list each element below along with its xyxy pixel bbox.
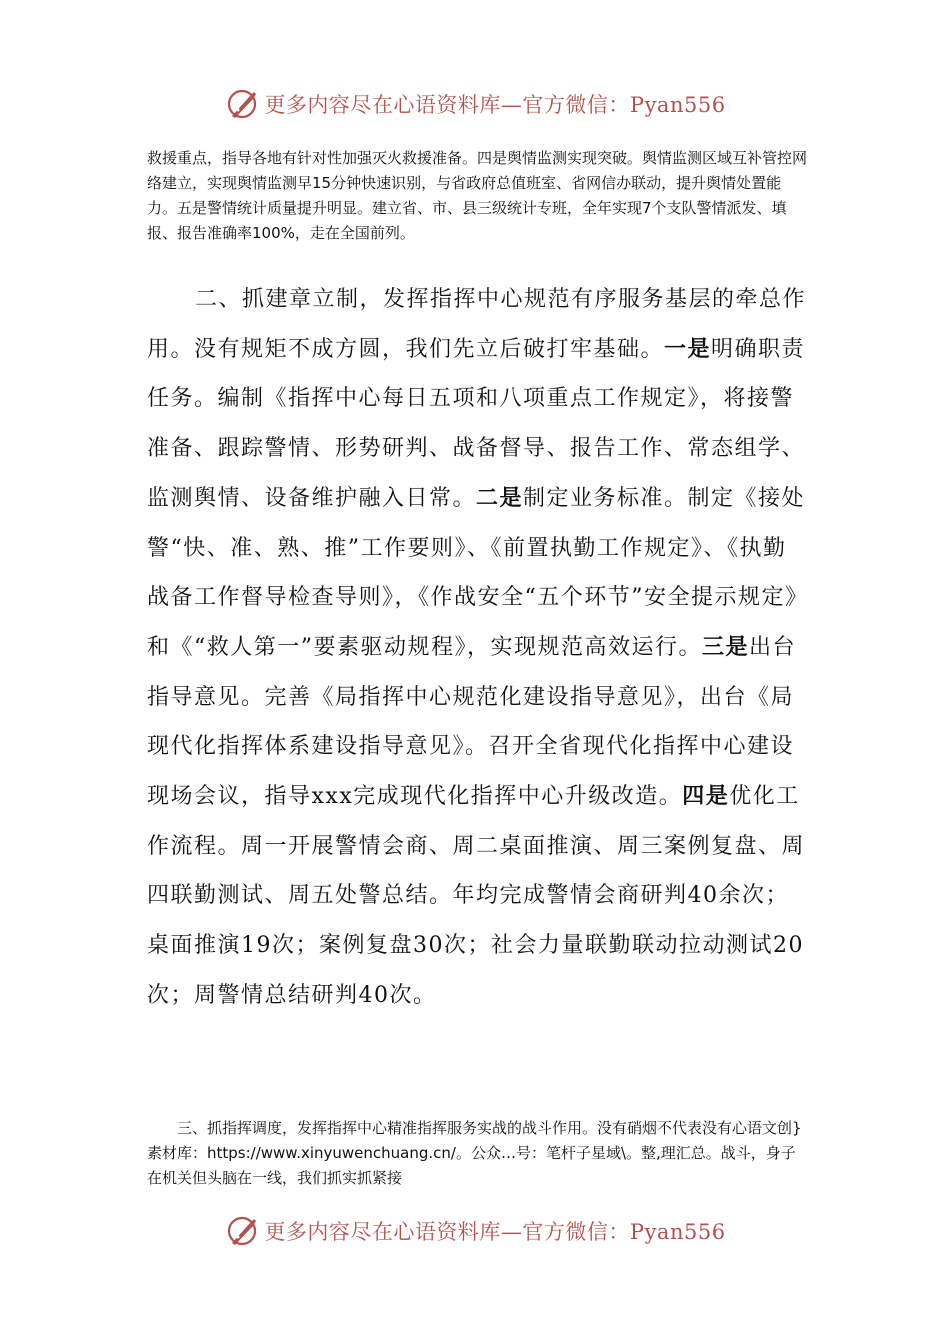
top-fragment-text: 救援重点，指导各地有针对性加强灭火救援准备。四是舆情监测实现突破。舆情监测区域互补管控网络建立，实现舆情监测早15分钟快速识别，与省政府总值班室、省网信办联动，提升舆情处置能力。五是警情统计质量提升明显。建立省、市、县三级统计专班，全年实现7个支队警情派发、填报、报告准确率100%，走在全国前列。 [147, 149, 808, 242]
bottom-fragment [147, 1116, 807, 1191]
item-four-text: 优化工作流程。周一开展警情会商、周二桌面推演、周三案例复盘、周四联勤测试、周五处警总结。年均完成警情会商研判40余次；桌面推演19次；案例复盘30次；社会力量联勤联动拉动测试20次；周警情总结研判40次。 [147, 784, 806, 1008]
header-banner [0, 84, 950, 124]
bottom-fragment-text: 三、抓指挥调度，发挥指挥中心精准指挥服务实战的战斗作用。没有硝烟不代表没有心语文创}素材库：https://www.xinyuwenchuang.cn/。公众…号：笔杆子星域\。整,理汇总。战斗，身子在机关但头脑在一线，我们抓实抓紧接 [147, 1119, 802, 1187]
top-fragment [147, 146, 807, 246]
banner-text: 更多内容尽在心语资料库—官方微信：Pyan556 [264, 93, 726, 117]
item-two-text: 制定业务标准。制定《接处警“快、准、熟、推”工作要则》、《前置执勤工作规定》、《执勤战备工作督导检查导则》，《作战安全“五个环节”安全提示规定》和《“救人第一”要素驱动规程》，实现规范高效运行。 [147, 485, 806, 660]
footer-banner [0, 1211, 950, 1251]
section-two [147, 275, 807, 1021]
section-two-intro: 二、抓建章立制，发挥指挥中心规范有序服务基层的牵总作用。没有规矩不成方圆，我们先立后破打牢基础。 [147, 287, 807, 362]
banner-text: 更多内容尽在心语资料库—官方微信：Pyan556 [264, 1220, 726, 1244]
item-four-lead: 四是 [682, 783, 730, 810]
item-one-text: 明确职责任务。编制《指挥中心每日五项和八项重点工作规定》，将接警准备、跟踪警情、形势研判、战备督导、报告工作、常态组学、监测舆情、设备维护融入日常。 [147, 336, 806, 511]
item-three-text: 出台指导意见。完善《局指挥中心规范化建设指导意见》，出台《局现代化指挥体系建设指导意见》。召开全省现代化指挥中心建设现场会议，指导xxx完成现代化指挥中心升级改造。 [147, 634, 797, 810]
item-one-lead: 一是 [664, 335, 712, 362]
pen-nib-circle-icon [224, 86, 260, 122]
item-three-lead: 三是 [702, 633, 750, 660]
item-two-lead: 二是 [476, 484, 524, 511]
section-two-paragraph [147, 275, 807, 1021]
pen-nib-circle-icon [224, 1213, 260, 1249]
